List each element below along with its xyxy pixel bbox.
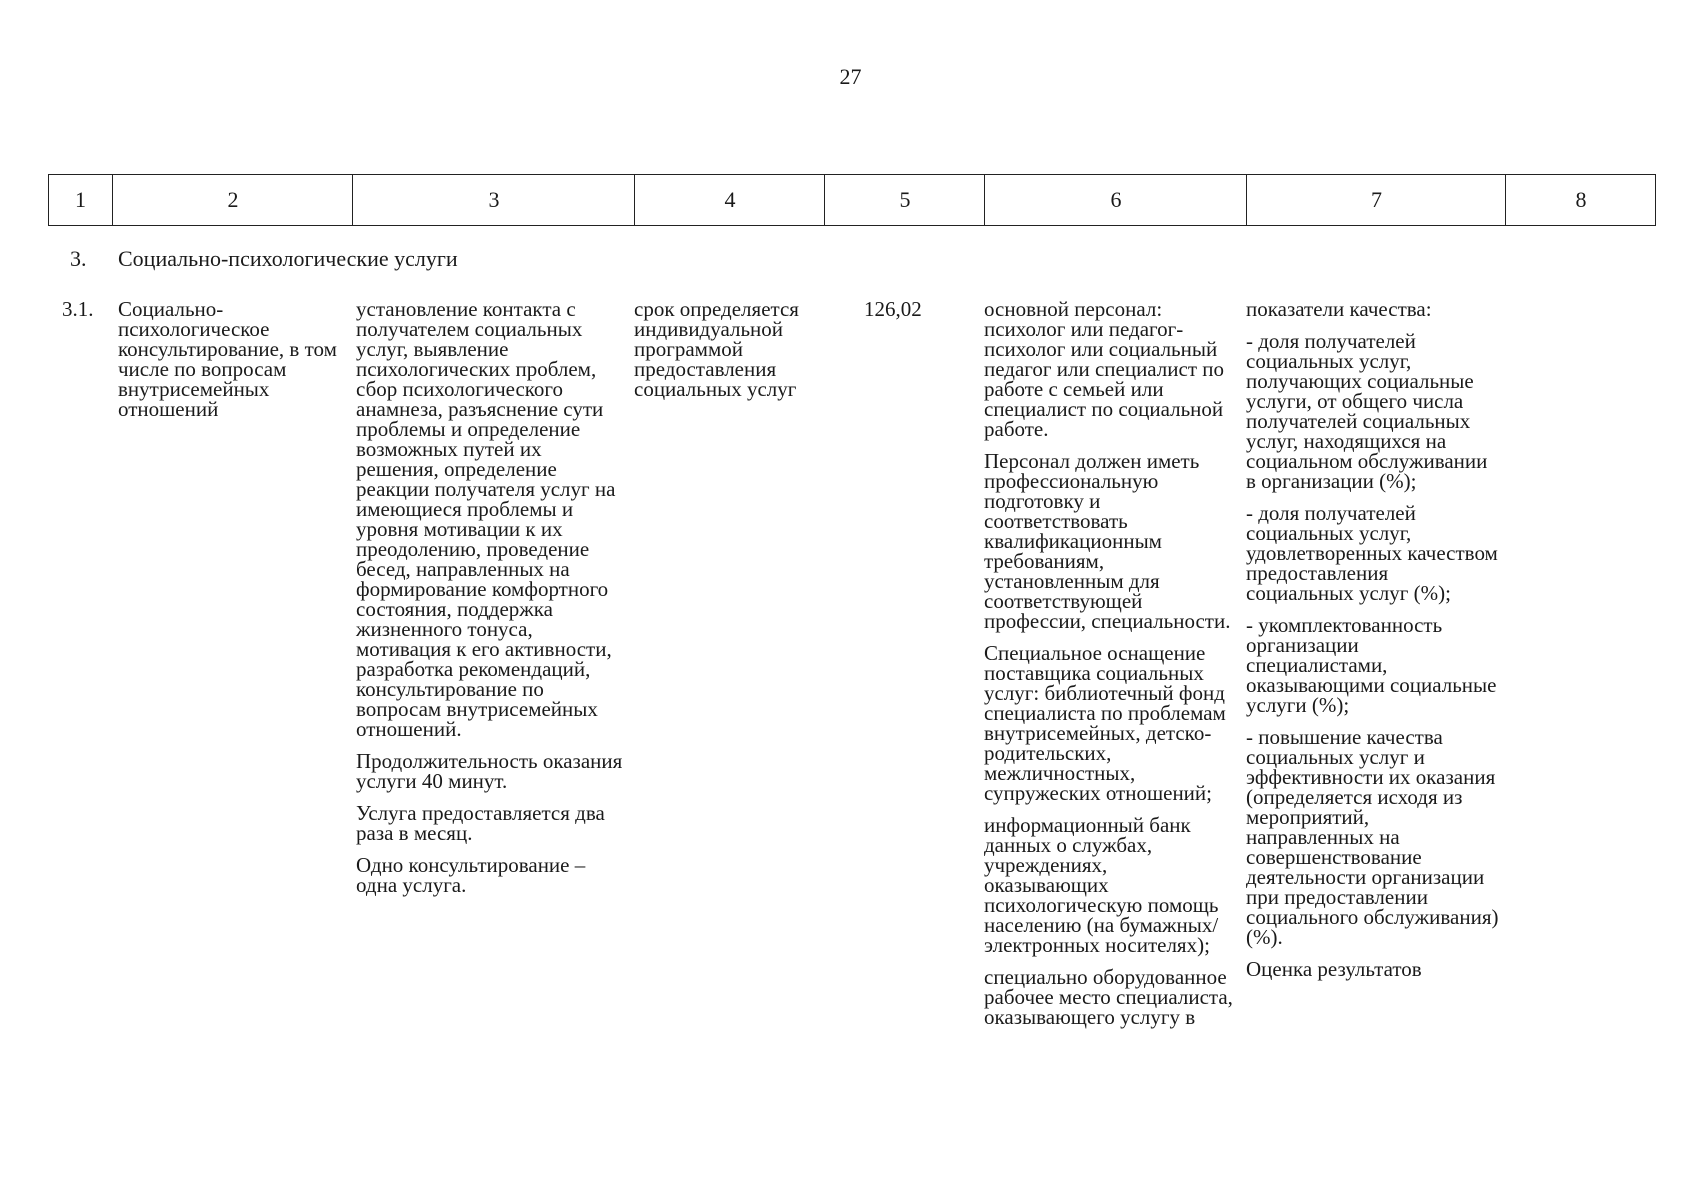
quality-indicators [1246, 299, 1501, 991]
service-tariff: 126,02 [864, 297, 922, 321]
column-number-8: 8 [1505, 175, 1656, 225]
quality-paragraph: Оценка результатов [1246, 957, 1422, 981]
quality-paragraph: - доля получателей социальных услуг, удовлетворенных качеством предоставления социальных услуг (%); [1246, 501, 1498, 605]
section-number: 3. [70, 246, 87, 271]
service-description [356, 299, 626, 907]
section-heading [70, 247, 458, 271]
description-paragraph: установление контакта с получателем социальных услуг, выявление психологических проблем, сбор психологического анамнеза, разъяснение сути проблемы и определение возможных путей их решения, определение реакции получателя услуг на имеющиеся проблемы и уровня мотивации к их преодолению, проведение бесед, направленных на формирование комфортного состояния, поддержка жизненного тонуса, мотивация к его активности, разработка рекомендаций, консультирование по вопросам внутрисемейных отношений. [356, 297, 616, 741]
conditions-paragraph: основной персонал: психолог или педагог-психолог или социальный педагог или специалист по работе с семьей или специалист по социальной работе. [984, 297, 1225, 441]
column-number-3: 3 [352, 175, 635, 225]
service-conditions [984, 299, 1234, 1039]
conditions-paragraph: специально оборудованное рабочее место специалиста, оказывающего услугу в [984, 965, 1233, 1029]
column-number-6: 6 [984, 175, 1247, 225]
column-number-5: 5 [824, 175, 985, 225]
quality-paragraph: - повышение качества социальных услуг и эффективности их оказания (определяется исходя из мероприятий, направленных на совершенствование деятельности организации при предоставлении социального обслуживания) (%). [1246, 725, 1499, 949]
column-number-1: 1 [75, 187, 86, 212]
section-title: Социально-психологические услуги [118, 246, 458, 271]
row-number: 3.1. [62, 297, 94, 321]
conditions-paragraph: Специальное оснащение поставщика социальных услуг: библиотечный фонд специалиста по проблемам внутрисемейных, детско-родительских, межличностных, супружеских отношений; [984, 641, 1226, 805]
column-number-4: 4 [634, 175, 825, 225]
column-number-7: 7 [1246, 175, 1506, 225]
description-paragraph: Продолжительность оказания услуги 40 минут. [356, 749, 623, 793]
table-column-header [48, 174, 1656, 226]
description-paragraph: Одно консультирование – одна услуга. [356, 853, 586, 897]
column-number-2: 2 [112, 175, 353, 225]
page-number: 27 [839, 64, 862, 89]
description-paragraph: Услуга предоставляется два раза в месяц. [356, 801, 605, 845]
quality-paragraph: - доля получателей социальных услуг, получающих социальные услуги, от общего числа получателей социальных услуг, находящихся на социальном обслуживании в организации (%); [1246, 329, 1488, 493]
quality-paragraph: показатели качества: [1246, 297, 1432, 321]
conditions-paragraph: Персонал должен иметь профессиональную подготовку и соответствовать квалификационным требованиям, установленным для соответствующей профессии, специальности. [984, 449, 1231, 633]
conditions-paragraph: информационный банк данных о службах, учреждениях, оказывающих психологическую помощь населению (на бумажных/электронных носителях); [984, 813, 1219, 957]
service-name: Социально-психологическое консультирование, в том числе по вопросам внутрисемейных отношений [118, 297, 337, 421]
service-term: срок определяется индивидуальной программой предоставления социальных услуг [634, 297, 799, 401]
quality-paragraph: - укомплектованность организации специалистами, оказывающими социальные услуги (%); [1246, 613, 1497, 717]
